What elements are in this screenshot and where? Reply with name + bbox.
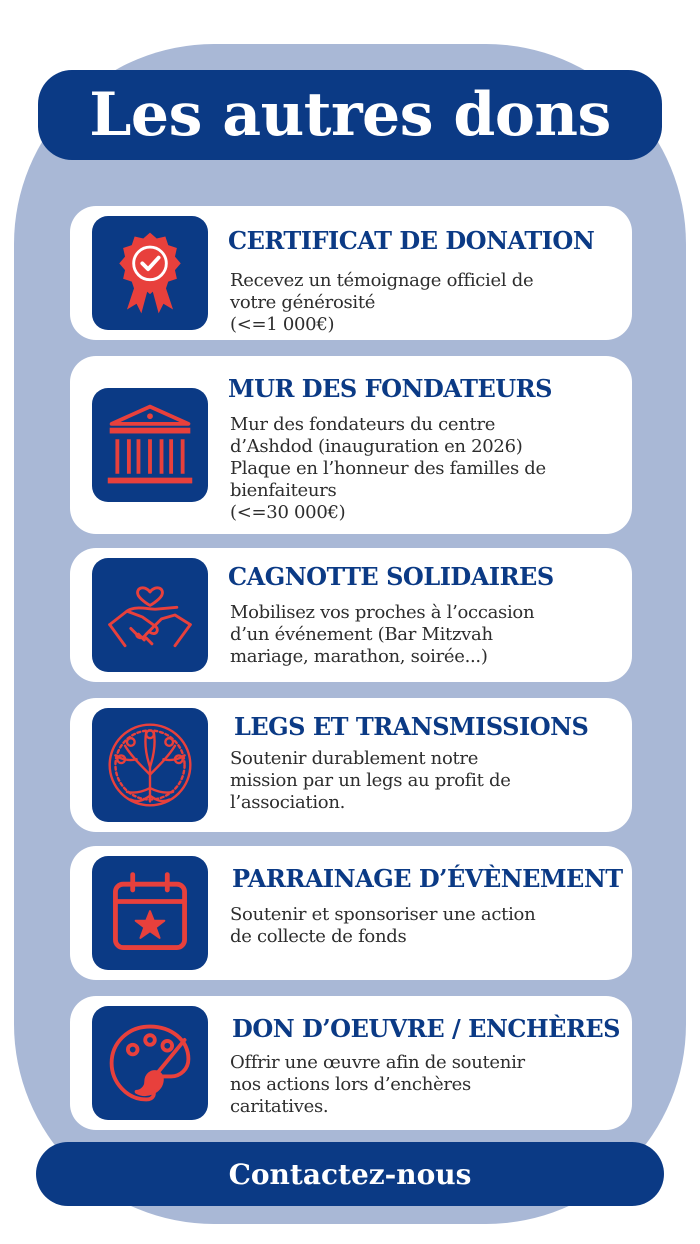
card-description: Mur des fondateurs du centre d’Ashdod (inauguration en 2026) Plaque en l’honneur des familles de bienfaiteurs (<=30 000€)	[230, 414, 546, 523]
card-parrainage	[70, 846, 632, 980]
page-title: Les autres dons	[89, 80, 611, 150]
card-title: CAGNOTTE SOLIDAIRES	[228, 562, 554, 591]
card-title: LEGS ET TRANSMISSIONS	[234, 712, 589, 741]
certificate-ribbon-icon	[92, 216, 208, 330]
card-cagnotte	[70, 548, 632, 682]
card-description: Recevez un témoignage officiel de votre générosité (<=1 000€)	[230, 270, 534, 335]
card-title: CERTIFICAT DE DONATION	[228, 226, 595, 255]
card-don-oeuvre	[70, 996, 632, 1130]
card-title: DON D’OEUVRE / ENCHÈRES	[232, 1014, 621, 1043]
card-description: Soutenir et sponsoriser une action de collecte de fonds	[230, 904, 536, 947]
handshake-heart-icon	[92, 558, 208, 672]
monument-building-icon	[92, 388, 208, 502]
card-description: Mobilisez vos proches à l’occasion d’un événement (Bar Mitzvah mariage, marathon, soirée...)	[230, 602, 535, 667]
card-title: MUR DES FONDATEURS	[228, 374, 552, 403]
card-description: Soutenir durablement notre mission par un legs au profit de l’association.	[230, 748, 511, 813]
card-certificat	[70, 206, 632, 340]
calendar-star-icon	[92, 856, 208, 970]
card-description: Offrir une œuvre afin de soutenir nos actions lors d’enchères caritatives.	[230, 1052, 525, 1117]
title-banner	[38, 70, 662, 160]
palette-brush-icon	[92, 1006, 208, 1120]
card-legs	[70, 698, 632, 832]
tree-of-life-icon	[92, 708, 208, 822]
contact-button[interactable]: Contactez-nous	[36, 1142, 664, 1206]
card-title: PARRAINAGE D’ÉVÈNEMENT	[232, 864, 623, 893]
card-mur-fondateurs	[70, 356, 632, 534]
